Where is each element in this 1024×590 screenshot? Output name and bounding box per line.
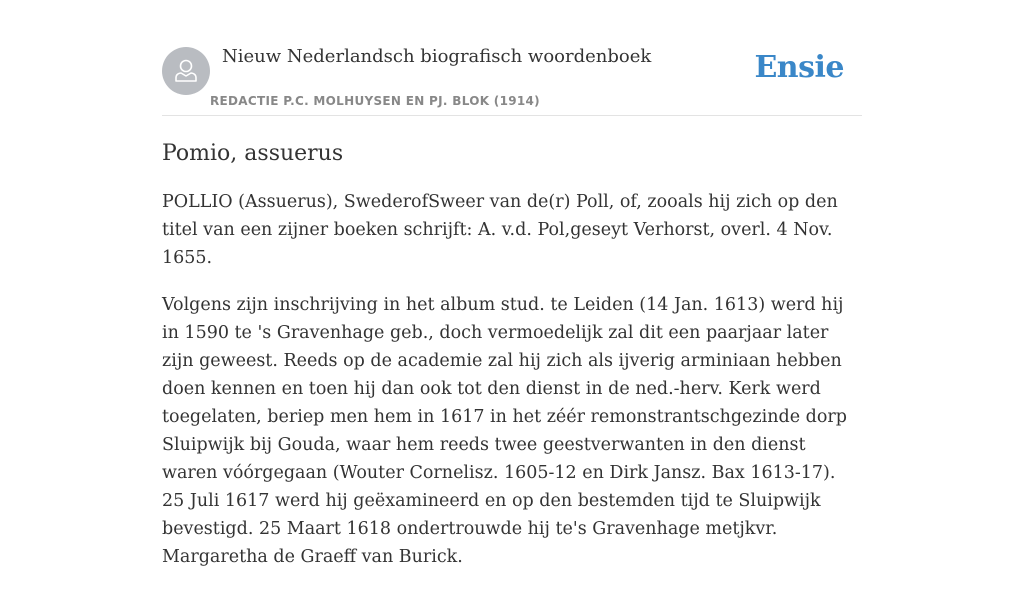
article bbox=[162, 138, 862, 590]
user-avatar-icon bbox=[162, 47, 210, 95]
source-editor: REDACTIE P.C. MOLHUYSEN EN PJ. BLOK (1914) bbox=[210, 94, 540, 108]
source-title[interactable]: Nieuw Nederlandsch biografisch woordenboek bbox=[222, 46, 652, 67]
article-paragraph: Volgens zijn inschrijving in het album stud. te Leiden (14 Jan. 1613) werd hij in 1590 te 's Gravenhage geb., doch vermoedelijk zal dit een paarjaar later zijn geweest. Reeds op de academie zal hij zich als ijverig arminiaan hebben doen kennen en toen hij dan ook tot den dienst in de ned.-herv. Kerk werd toegelaten, beriep men hem in 1617 in het zéér remonstrantschgezinde dorp Sluipwijk bij Gouda, waar hem reeds twee geestverwanten in den dienst waren vóórgegaan (Wouter Cornelisz. 1605-12 en Dirk Jansz. Bax 1613-17). 25 Juli 1617 werd hij geëxamineerd en op den bestemden tijd te Sluipwijk bevestigd. 25 Maart 1618 ondertrouwde hij te's Gravenhage metjkvr. Margaretha de Graeff van Burick. bbox=[162, 295, 847, 567]
article-paragraph: POLLIO (Assuerus), SwederofSweer van de(r) Poll, of, zooals hij zich op den titel van een zijner boeken schrijft: A. v.d. Pol,geseyt Verhorst, overl. 4 Nov. 1655. bbox=[162, 192, 838, 268]
entry-title: Pomio, assuerus bbox=[162, 141, 344, 166]
ensie-logo[interactable]: Ensie bbox=[754, 50, 844, 85]
source-header bbox=[162, 40, 862, 116]
